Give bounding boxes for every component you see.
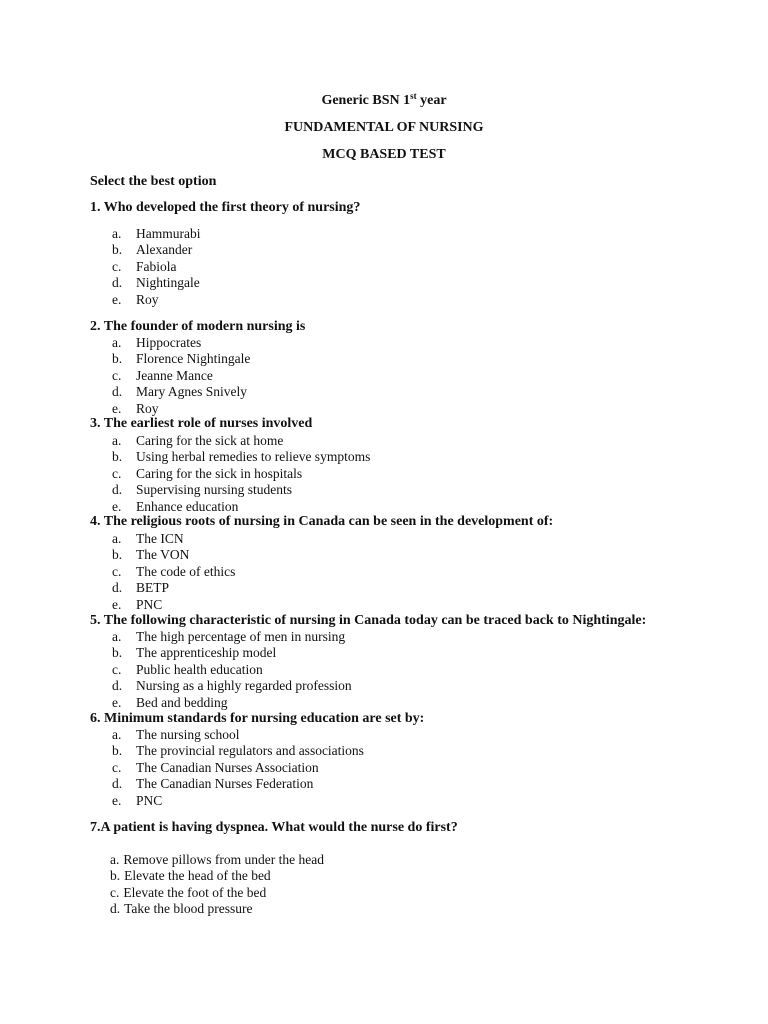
option-letter: d. [110,901,121,917]
option-text: Elevate the foot of the bed [123,884,267,900]
instruction-text: Select the best option [90,174,217,189]
option-item [112,547,235,563]
question-2-options [112,335,250,417]
option-letter: b. [112,351,123,367]
option-item [112,433,370,449]
option-item [112,580,235,596]
question-1: 1. Who developed the first theory of nursing? [90,200,361,215]
question-2: 2. The founder of modern nursing is [90,319,306,334]
option-text: Elevate the head of the bed [124,868,271,884]
option-item [112,678,352,694]
option-text: The nursing school [136,727,240,742]
option-text: The code of ethics [136,563,236,579]
option-letter: b. [112,242,123,258]
option-text: The Canadian Nurses Association [136,759,319,775]
question-6-options [112,727,364,809]
option-text: The VON [136,547,190,563]
option-letter: d. [112,776,123,792]
option-text: Hippocrates [136,335,202,350]
option-letter: a. [110,852,120,867]
option-item [112,351,250,367]
option-letter: e. [112,498,122,514]
course-title [0,93,768,109]
option-item [112,727,364,743]
option-letter: e. [112,596,122,612]
option-letter: e. [112,400,122,416]
question-7-options [110,852,324,918]
option-text: Using herbal remedies to relieve symptoms [136,449,371,465]
option-letter: d. [112,482,123,498]
option-letter: a. [112,531,122,546]
option-letter: c. [112,367,122,383]
question-5-options [112,629,352,711]
question-1-options [112,226,200,308]
option-item [112,776,364,792]
option-text: Mary Agnes Snively [136,384,247,400]
option-item [112,793,364,809]
question-4-options [112,531,235,613]
option-letter: c. [112,258,122,274]
option-text: Bed and bedding [136,694,228,710]
option-letter: a. [112,433,122,448]
option-item [112,275,200,291]
option-text: Hammurabi [136,226,201,241]
option-letter: b. [110,868,121,884]
option-item [112,292,200,308]
test-title: MCQ BASED TEST [322,147,446,162]
option-text: Enhance education [136,498,239,514]
option-item [112,259,200,275]
option-letter: c. [112,465,122,481]
option-text: Supervising nursing students [136,482,293,498]
option-letter: c. [110,884,120,900]
option-text: Take the blood pressure [124,901,253,917]
option-letter: c. [112,661,122,677]
option-text: The Canadian Nurses Federation [136,776,314,792]
option-letter: a. [112,629,122,644]
option-letter: b. [112,449,123,465]
option-letter: b. [112,743,123,759]
option-letter: d. [112,678,123,694]
subject-title: FUNDAMENTAL OF NURSING [284,120,484,135]
option-text: The apprenticeship model [136,645,277,661]
option-text: Caring for the sick at home [136,433,284,448]
option-text: Nursing as a highly regarded profession [136,678,352,694]
option-letter: e. [112,291,122,307]
option-text: Fabiola [136,258,177,274]
question-3: 3. The earliest role of nurses involved [90,416,313,431]
question-4: 4. The religious roots of nursing in Canada can be seen in the development of: [90,514,554,529]
option-item [112,335,250,351]
course-title-suffix: year [416,93,447,108]
option-text: The ICN [136,531,184,546]
question-7: 7.A patient is having dyspnea. What would the nurse do first? [90,820,458,835]
option-letter: b. [112,645,123,661]
option-letter: a. [112,226,122,241]
option-letter: d. [112,580,123,596]
course-title-text: Generic BSN 1 [321,93,411,108]
option-item [112,760,364,776]
option-text: Roy [136,400,159,416]
option-text: Nightingale [136,275,200,291]
option-item [110,868,324,884]
option-letter: e. [112,792,122,808]
option-text: Remove pillows from under the head [123,852,324,867]
option-letter: a. [112,335,122,350]
option-letter: a. [112,727,122,742]
option-item [112,695,352,711]
option-item [112,449,370,465]
option-item [110,852,324,868]
option-item [112,401,250,417]
option-item [112,466,370,482]
option-text: BETP [136,580,170,596]
option-letter: b. [112,547,123,563]
option-letter: e. [112,694,122,710]
question-5: 5. The following characteristic of nursing in Canada today can be traced back to Nightingale: [90,613,647,628]
option-item [110,901,324,917]
option-text: Caring for the sick in hospitals [136,465,303,481]
option-text: PNC [136,792,163,808]
option-item [112,384,250,400]
option-text: Roy [136,291,159,307]
option-item [112,242,200,258]
option-item [112,597,235,613]
option-item [112,499,370,515]
option-text: The provincial regulators and associations [136,743,364,759]
option-item [112,482,370,498]
option-text: PNC [136,596,163,612]
option-item [112,564,235,580]
option-item [112,662,352,678]
option-item [112,645,352,661]
option-item [112,226,200,242]
option-item [112,629,352,645]
option-letter: c. [112,563,122,579]
option-letter: d. [112,275,123,291]
option-text: Jeanne Mance [136,367,213,383]
option-item [112,531,235,547]
option-item [112,743,364,759]
option-text: Florence Nightingale [136,351,251,367]
question-6: 6. Minimum standards for nursing education are set by: [90,711,425,726]
option-letter: c. [112,759,122,775]
option-letter: d. [112,384,123,400]
option-item [112,368,250,384]
option-text: Public health education [136,661,263,677]
course-title-superscript: st [410,91,417,101]
option-text: Alexander [136,242,193,258]
option-item [110,885,324,901]
question-3-options [112,433,370,515]
option-text: The high percentage of men in nursing [136,629,346,644]
